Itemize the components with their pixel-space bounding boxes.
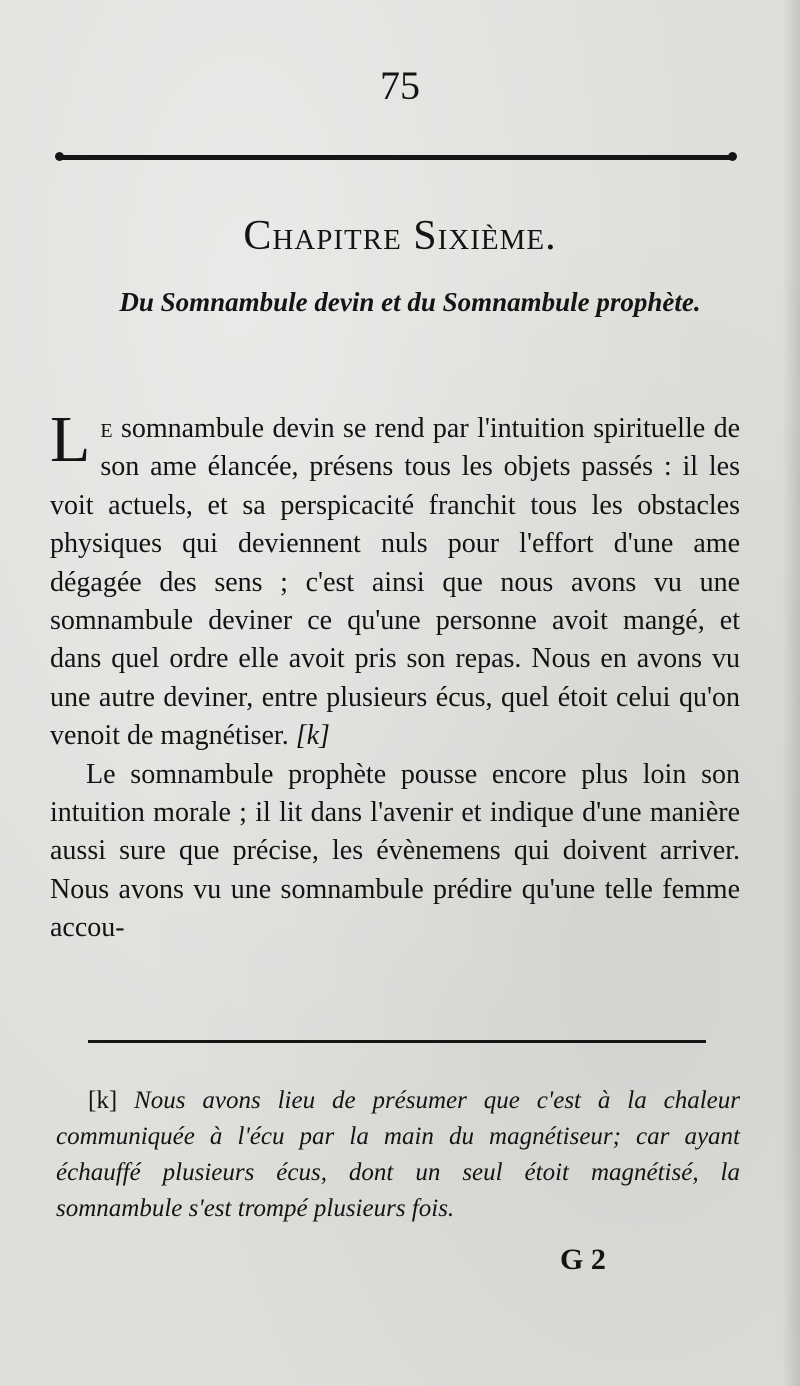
- footnote-text: Nous avons lieu de présumer que c'est à la chaleur communiquée à l'écu par la main du magnétiseur; car ayant échauffé plusieurs écus, dont un seul étoit magnétisé, la somnambule s'est trompé plusieurs fois.: [56, 1087, 740, 1222]
- paragraph-1: [50, 403, 740, 756]
- footnote: [56, 1083, 740, 1227]
- printer-signature-mark: G 2: [560, 1243, 606, 1276]
- page-edge-shadow: [782, 0, 800, 1386]
- footnote-mark: [k]: [88, 1087, 118, 1114]
- page-number: 75: [380, 63, 420, 108]
- footnote-reference: [k]: [295, 720, 330, 752]
- paragraph-1-text: somnambule devin se rend par l'intuition spirituelle de son ame élancée, présens tous les objets passés : il les voit actuels, et sa perspicacité franchit tous les obstacles physiques qui deviennent nuls pour l'effort d'une ame dégagée des sens ; c'est ainsi que nous avons vu une somnambule deviner ce qu'une personne avoit mangé, et dans quel ordre elle avoit pris son repas. Nous en avons vu une autre deviner, entre plusieurs écus, quel étoit celui qu'on venoit de magnétiser.: [50, 413, 740, 752]
- footnote-separator-rule: [88, 1040, 706, 1043]
- chapter-subtitle: Du Somnambule devin et du Somnambule prophète.: [119, 287, 701, 317]
- drop-cap: L: [50, 403, 91, 476]
- body-text: [50, 403, 740, 948]
- chapter-title: Chapitre Sixième.: [243, 213, 557, 259]
- paragraph-2: Le somnambule prophète pousse encore plus loin son intuition morale ; il lit dans l'avenir et indique d'une manière aussi sure que précise, les évènemens qui doivent arriver. Nous avons vu une somnambule prédire qu'une telle femme accou-: [50, 758, 740, 944]
- ornamental-rule-top: [58, 155, 734, 160]
- first-word-rest: e: [100, 413, 113, 444]
